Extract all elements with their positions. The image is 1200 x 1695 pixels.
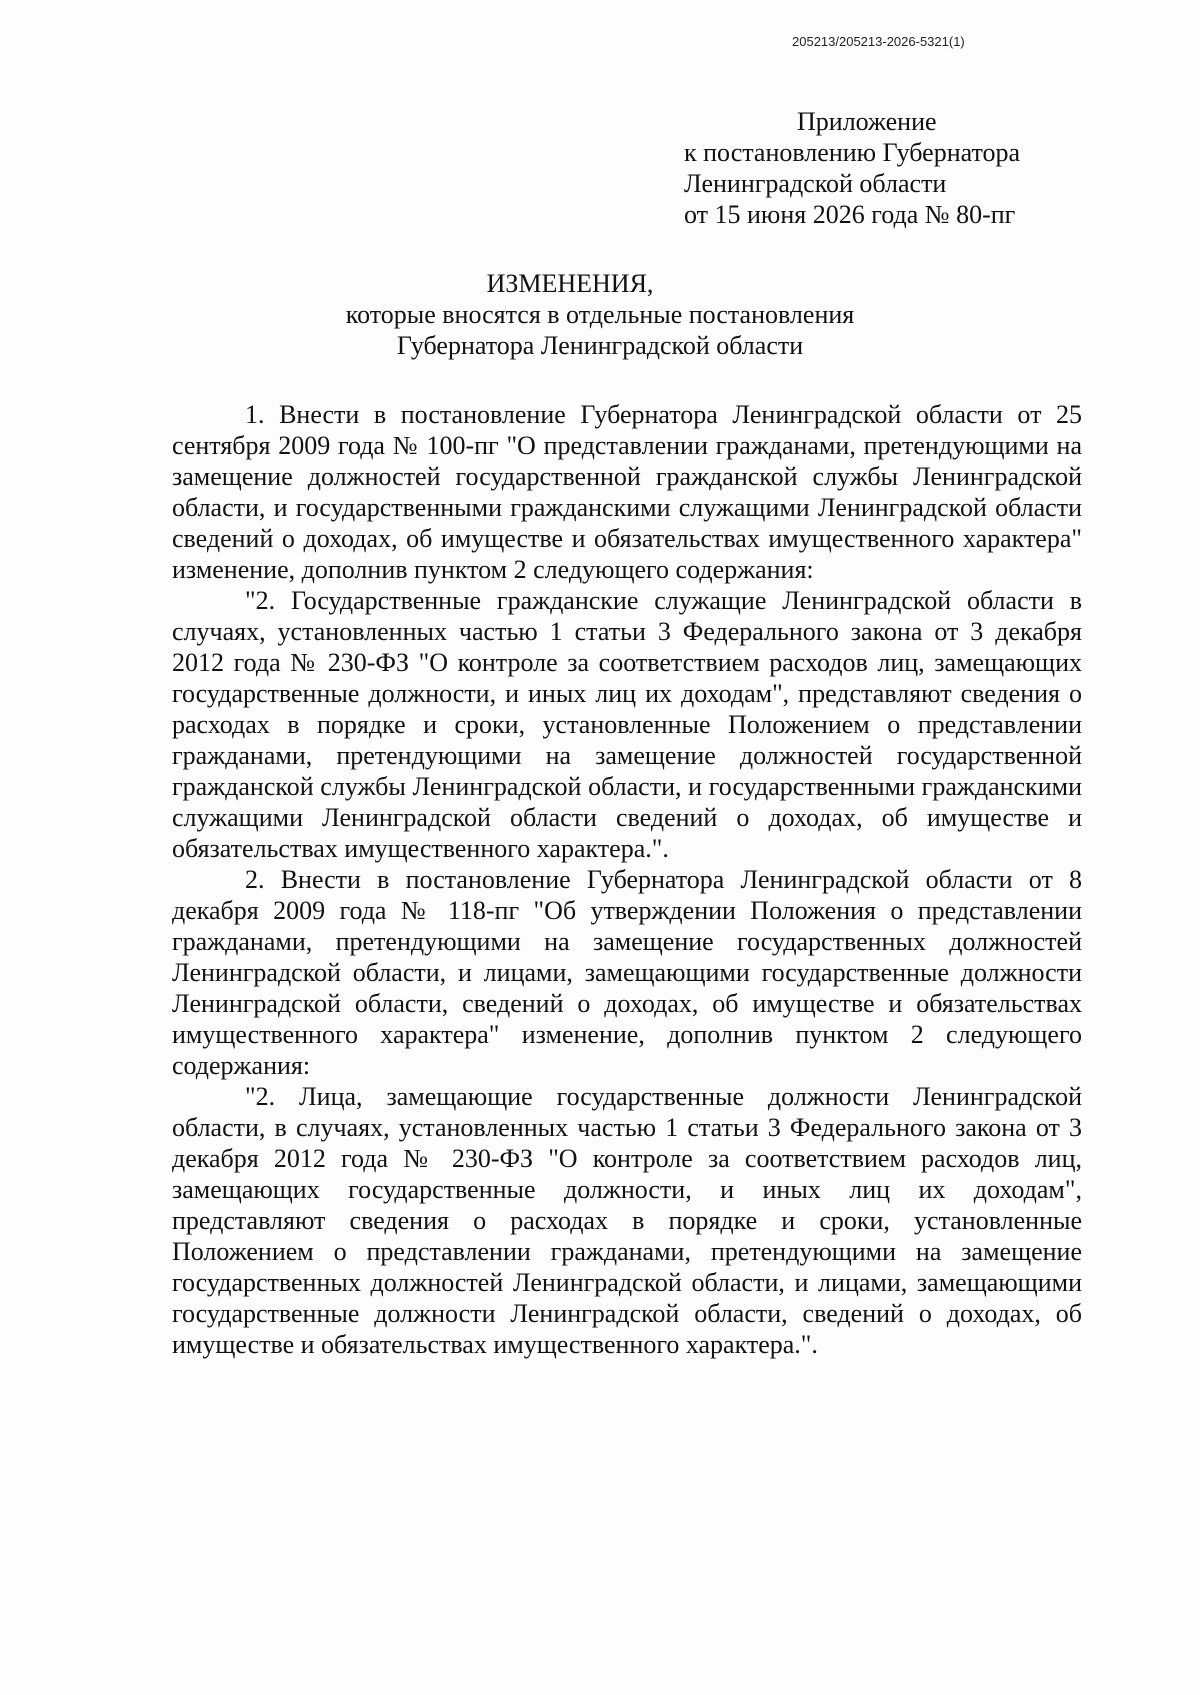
appendix-reference-line: к постановлению Губернатора (684, 138, 1021, 167)
document-body (172, 399, 1082, 1360)
paragraph-item-2: 2. Внести в постановление Губернатора Ленинградской области от 8 декабря 2009 года № 118-пг "Об утверждении Положения о представлении гражданами, претендующими на замещение государственных должностей Ленинградской области, и лицами, замещающими государственные должности Ленинградской области, сведений о доходах, об имуществе и обязательствах имущественного характера" изменение, дополнив пунктом 2 следующего содержания: (172, 865, 1082, 1080)
paragraph-item-2-quote: "2. Лица, замещающие государственные должности Ленинградской области, в случаях, установленных частью 1 статьи 3 Федерального закона от 3 декабря 2012 года № 230-ФЗ "О контроле за соответствием расходов лиц, замещающих государственные должности, и иных лиц их доходам", представляют сведения о расходах в порядке и сроки, установленные Положением о представлении гражданами, претендующими на замещение государственных должностей Ленинградской области, и лицами, замещающими государственные должности Ленинградской области, сведений о доходах, об имуществе и обязательствах имущественного характера.". (172, 1082, 1082, 1359)
title-heading: ИЗМЕНЕНИЯ, (486, 269, 654, 298)
paragraph-item-1: 1. Внести в постановление Губернатора Ленинградской области от 25 сентября 2009 года № 100-пг "О представлении гражданами, претендующими на замещение должностей государственной гражданской службы Ленинградской области, и государственными гражданскими служащими Ленинградской области сведений о доходах, об имуществе и обязательствах имущественного характера" изменение, дополнив пунктом 2 следующего содержания: (172, 400, 1082, 584)
paragraph-item-1-quote: "2. Государственные гражданские служащие Ленинградской области в случаях, установленных частью 1 статьи 3 Федерального закона от 3 декабря 2012 года № 230-ФЗ "О контроле за соответствием расходов лиц, замещающих государственные должности, и иных лиц их доходам", представляют сведения о расходах в порядке и сроки, установленные Положением о представлении гражданами, претендующими на замещение должностей государственной гражданской службы Ленинградской области, и государственными гражданскими служащими Ленинградской области сведений о доходах, об имуществе и обязательствах имущественного характера.". (172, 586, 1082, 863)
appendix-region-line: Ленинградской области (684, 169, 947, 198)
appendix-date-line: от 15 июня 2026 года № 80-пг (684, 200, 1016, 229)
document-registration-number: 205213/205213-2026-5321(1) (792, 34, 965, 49)
appendix-header (684, 106, 1020, 230)
title-subtitle-line-2: Губернатора Ленинградской области (396, 331, 804, 360)
document-title (0, 268, 1200, 361)
appendix-label: Приложение (797, 107, 937, 136)
title-subtitle-line-1: которые вносятся в отдельные постановления (345, 300, 855, 329)
